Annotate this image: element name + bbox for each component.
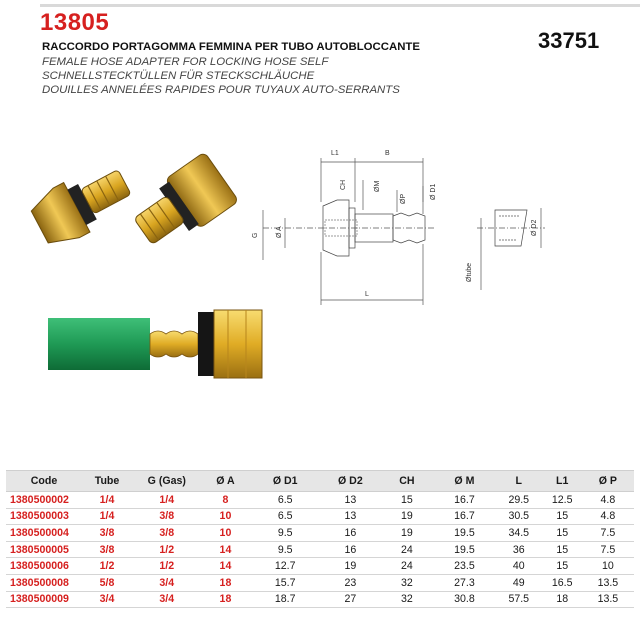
cell-p: 4.8 (582, 508, 634, 525)
cell-m: 19.5 (434, 525, 495, 542)
cell-l1: 15 (543, 558, 582, 575)
cell-l1: 16.5 (543, 574, 582, 591)
cell-m: 16.7 (434, 508, 495, 525)
table-header-row (6, 471, 634, 492)
dim-d1: Ø D1 (430, 183, 437, 200)
cell-p: 13.5 (582, 591, 634, 608)
dim-ch: CH (340, 179, 347, 190)
cell-a: 10 (202, 525, 250, 542)
cell-m: 27.3 (434, 574, 495, 591)
cell-code: 1380500005 (6, 541, 82, 558)
dim-b: B (385, 150, 390, 157)
col-code: Code (6, 471, 82, 492)
cell-l: 40 (495, 558, 543, 575)
cell-code: 1380500002 (6, 492, 82, 509)
cell-l1: 15 (543, 525, 582, 542)
description-english: FEMALE HOSE ADAPTER FOR LOCKING HOSE SELF (42, 56, 329, 68)
technical-drawing (245, 140, 555, 315)
cell-d1: 12.7 (249, 558, 321, 575)
cell-tube: 1/4 (82, 492, 132, 509)
cell-ch: 15 (380, 492, 434, 509)
fitting-left (28, 157, 138, 250)
description-french: DOUILLES ANNELÉES RAPIDES POUR TUYAUX AUTO-SERRANTS (42, 84, 400, 96)
cell-d2: 19 (321, 558, 380, 575)
cell-code: 1380500003 (6, 508, 82, 525)
cell-a: 14 (202, 558, 250, 575)
cell-p: 7.5 (582, 525, 634, 542)
col-a: Ø A (202, 471, 250, 492)
table-row (6, 541, 634, 558)
cell-code: 1380500006 (6, 558, 82, 575)
dim-p: ØP (400, 193, 407, 204)
cell-d1: 9.5 (249, 525, 321, 542)
cell-d2: 16 (321, 525, 380, 542)
cell-gas: 3/8 (132, 508, 202, 525)
specification-table (6, 470, 634, 608)
table-row (6, 574, 634, 591)
cell-gas: 1/2 (132, 541, 202, 558)
cell-d1: 6.5 (249, 508, 321, 525)
cell-l1: 15 (543, 508, 582, 525)
cell-d2: 16 (321, 541, 380, 558)
cell-tube: 3/4 (82, 591, 132, 608)
cell-a: 18 (202, 591, 250, 608)
cell-a: 8 (202, 492, 250, 509)
cell-d1: 18.7 (249, 591, 321, 608)
cell-tube: 3/8 (82, 525, 132, 542)
hose (48, 318, 150, 370)
col-d1: Ø D1 (249, 471, 321, 492)
cell-l: 57.5 (495, 591, 543, 608)
product-code: 13805 (40, 9, 110, 36)
cell-d1: 9.5 (249, 541, 321, 558)
dim-a: Ø A (276, 226, 283, 238)
cell-gas: 1/2 (132, 558, 202, 575)
cell-p: 7.5 (582, 541, 634, 558)
cell-tube: 1/2 (82, 558, 132, 575)
nut (214, 310, 262, 378)
col-ch: CH (380, 471, 434, 492)
cell-m: 23.5 (434, 558, 495, 575)
cell-p: 4.8 (582, 492, 634, 509)
cell-ch: 24 (380, 541, 434, 558)
cell-d2: 27 (321, 591, 380, 608)
cell-p: 13.5 (582, 574, 634, 591)
description-german: SCHNELLSTECKTÜLLEN FÜR STECKSCHLÄUCHE (42, 70, 315, 82)
cell-d1: 6.5 (249, 492, 321, 509)
cell-l: 34.5 (495, 525, 543, 542)
cell-code: 1380500009 (6, 591, 82, 608)
cell-tube: 1/4 (82, 508, 132, 525)
reference-number: 33751 (538, 28, 600, 53)
cell-a: 18 (202, 574, 250, 591)
dim-tube: Øtube (466, 262, 473, 282)
dim-l: L (365, 291, 369, 298)
cell-a: 14 (202, 541, 250, 558)
table-row (6, 558, 634, 575)
dim-d2: Ø D2 (531, 219, 538, 236)
cell-gas: 3/8 (132, 525, 202, 542)
cell-tube: 3/8 (82, 541, 132, 558)
cell-tube: 5/8 (82, 574, 132, 591)
table-row (6, 508, 634, 525)
cell-gas: 3/4 (132, 574, 202, 591)
cell-d2: 23 (321, 574, 380, 591)
dim-g: G (252, 232, 259, 238)
cell-m: 16.7 (434, 492, 495, 509)
fitting-photo (28, 150, 238, 250)
cell-m: 30.8 (434, 591, 495, 608)
cell-ch: 19 (380, 525, 434, 542)
cell-l1: 18 (543, 591, 582, 608)
cell-a: 10 (202, 508, 250, 525)
cell-l: 49 (495, 574, 543, 591)
col-gas: G (Gas) (132, 471, 202, 492)
col-d2: Ø D2 (321, 471, 380, 492)
top-rule (40, 4, 640, 7)
dim-m: ØM (374, 180, 381, 192)
cell-l1: 15 (543, 541, 582, 558)
table-row (6, 525, 634, 542)
hose-barb (150, 331, 198, 357)
col-l1: L1 (543, 471, 582, 492)
cell-p: 10 (582, 558, 634, 575)
col-tube: Tube (82, 471, 132, 492)
cell-ch: 32 (380, 591, 434, 608)
cell-code: 1380500008 (6, 574, 82, 591)
cell-m: 19.5 (434, 541, 495, 558)
col-m: Ø M (434, 471, 495, 492)
cell-gas: 1/4 (132, 492, 202, 509)
cell-l: 29.5 (495, 492, 543, 509)
cell-d2: 13 (321, 508, 380, 525)
cell-l: 36 (495, 541, 543, 558)
cell-ch: 24 (380, 558, 434, 575)
col-l: L (495, 471, 543, 492)
cell-l: 30.5 (495, 508, 543, 525)
table-row (6, 492, 634, 509)
black-ring (198, 312, 214, 376)
table-row (6, 591, 634, 608)
cell-ch: 32 (380, 574, 434, 591)
cell-code: 1380500004 (6, 525, 82, 542)
col-p: Ø P (582, 471, 634, 492)
description-italian: RACCORDO PORTAGOMMA FEMMINA PER TUBO AUTOBLOCCANTE (42, 41, 420, 53)
cell-d1: 15.7 (249, 574, 321, 591)
cell-d2: 13 (321, 492, 380, 509)
cell-ch: 19 (380, 508, 434, 525)
cell-l1: 12.5 (543, 492, 582, 509)
dim-l1: L1 (331, 150, 339, 157)
fitting-right (126, 152, 238, 250)
cell-gas: 3/4 (132, 591, 202, 608)
hose-assembly-photo (48, 308, 268, 380)
